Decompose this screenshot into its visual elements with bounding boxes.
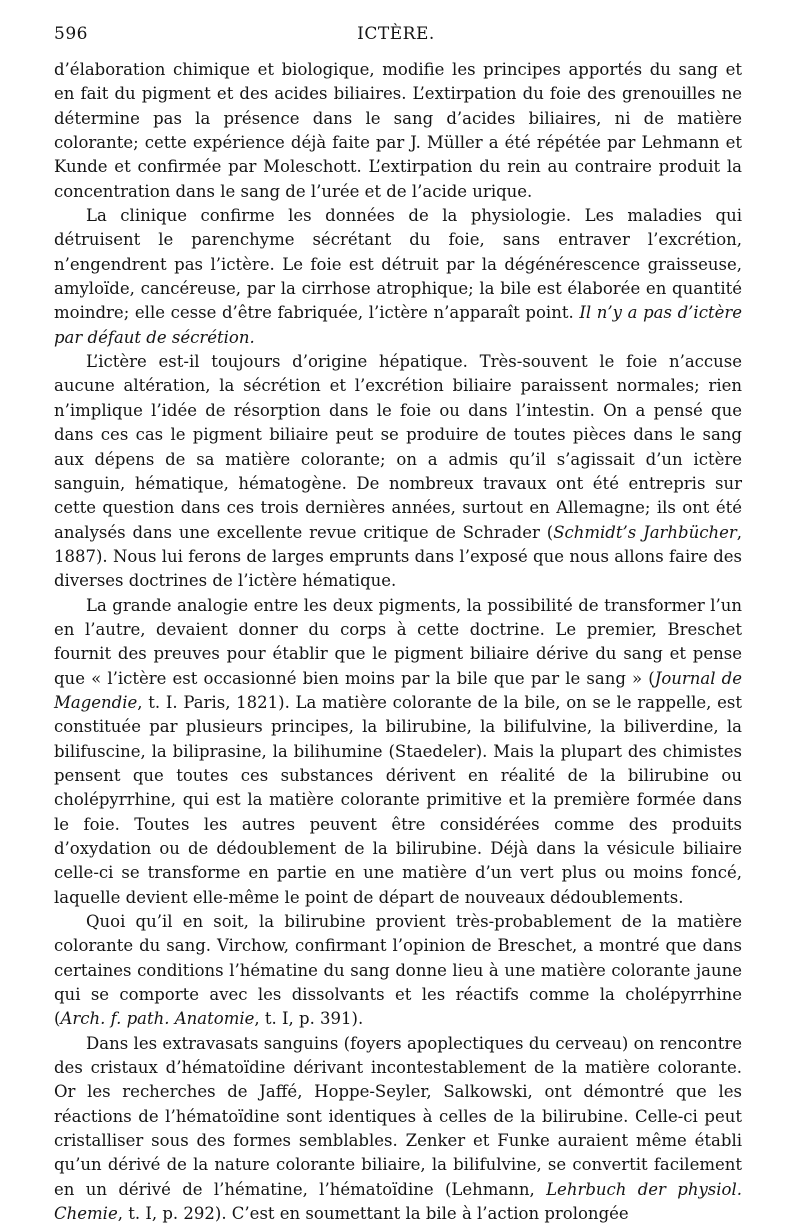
- paragraph-6-citation: Lehrbuch der physiol. Chemie: [54, 1179, 742, 1224]
- paragraph-6-text-b: , t. I, p. 292). C’est en soumettant la bile à l’action prolongée: [117, 1204, 629, 1224]
- paragraph-5-text-a: Quoi qu’il en soit, la bilirubine provient très-probablement de la matière colorante du sang. Virchow, confirmant l’opinion de Breschet, a montré que dans certaines conditions l’hématine du sang donne lieu à une matière colorante jaune qui se comporte avec les dissolvants et les réactifs comme la cholépyrrhine (: [54, 912, 742, 1029]
- paragraph-4-text-b: , t. I. Paris, 1821). La matière colorante de la bile, on se le rappelle, est constituée par plusieurs principes, la bilirubine, la bilifulvine, la biliverdine, la bilifuscine, la biliprasine, la bilihumine (Staedeler). Mais la plupart des chimistes pensent que toutes ces substances dérivent en réalité de la bilirubine ou cholépyrrhine, qui est la matière colorante primitive et la première formée dans le foie. Toutes les autres peuvent être considérées comme des produits d’oxydation ou de dédoublement de la bilirubine. Déjà dans la vésicule biliaire celle-ci se transforme en partie en une matière d’un vert plus ou moins foncé, laquelle devient elle-même le point de départ de nouveaux dédoublements.: [54, 692, 742, 907]
- paragraph-2-text: La clinique confirme les données de la physiologie. Les maladies qui détruisent le parenchyme sécrétant du foie, sans entraver l’excrétion, n’engendrent pas l’ictère. Le foie est détruit par la dégénérescence graisseuse, amyloïde, cancéreuse, par la cirrhose atrophique; la bile est élaborée en quantité moindre; elle cesse d’être fabriquée, l’ictère n’apparaît point.: [54, 206, 742, 323]
- running-title: ICTÈRE.: [357, 24, 435, 44]
- page-number: 596: [54, 24, 88, 44]
- paragraph-6-text-a: Dans les extravasats sanguins (foyers apoplectiques du cerveau) on rencontre des cristaux d’hématoïdine dérivant incontestablement de la matière colorante. Or les recherches de Jaffé, Hoppe-Seyler, Salkowski, ont démontré que les réactions de l’hématoïdine sont identiques à celles de la bilirubine. Celle-ci peut cristalliser sous des formes semblables. Zenker et Funke auraient même établi qu’un dérivé de la nature colorante biliaire, la bilifulvine, se convertit facilement en un dérivé de l’hématine, l’hématoïdine (Lehmann,: [54, 1033, 742, 1199]
- paragraph-1-text: d’élaboration chimique et biologique, modifie les principes apportés du sang et en fait du pigment et des acides biliaires. L’extirpation du foie des grenouilles ne détermine pas la présence dans le sang d’acides biliaires, ni de matière colorante; cette expérience déjà faite par J. Müller a été répétée par Lehmann et Kunde et confirmée par Moleschott. L’extirpation du rein au contraire produit la concentration dans le sang de l’urée et de l’acide urique.: [54, 60, 742, 201]
- paragraph-3-text-b: , 1887). Nous lui ferons de larges emprunts dans l’exposé que nous allons faire des diverses doctrines de l’ictère hématique.: [54, 522, 743, 591]
- paragraph-4-text-a: La grande analogie entre les deux pigments, la possibilité de transformer l’un en l’autre, devaient donner du corps à cette doctrine. Le premier, Breschet fournit des preuves pour établir que le pigment biliaire dérive du sang et pense que « l’ictère est occasionné bien moins par la bile que par le sang » (: [54, 595, 742, 688]
- paragraph-3-text-a: L’ictère est-il toujours d’origine hépatique. Très-souvent le foie n’accuse aucune altération, la sécrétion et l’excrétion biliaire paraissent normales; rien n’implique l’idée de résorption dans le foie ou dans l’intestin. On a pensé que dans ces cas le pigment biliaire peut se produire de toutes pièces dans le sang aux dépens de sa matière colorante; on a admis qu’il s’agissait d’un ictère sanguin, hématique, hématogène. De nombreux travaux ont été entrepris sur cette question dans ces trois dernières années, surtout en Allemagne; ils ont été analysés dans une excellente revue critique de Schrader (: [54, 352, 742, 542]
- paragraph-1: [54, 58, 742, 204]
- paragraph-5-text-b: , t. I, p. 391).: [254, 1009, 364, 1029]
- paragraph-3: [54, 350, 742, 593]
- paragraph-5-citation: Arch. f. path. Anatomie: [60, 1009, 255, 1029]
- running-header: [54, 24, 742, 58]
- body-text: [54, 58, 742, 1227]
- paragraph-2-italic: Il n’y a pas d’ictère par défaut de sécrétion.: [54, 303, 742, 347]
- paragraph-4: [54, 594, 742, 910]
- paragraph-3-citation: Schmidt’s Jarhbücher: [553, 522, 737, 542]
- paragraph-5: [54, 910, 742, 1032]
- paragraph-6: [54, 1032, 742, 1227]
- paragraph-4-citation: Journal de Magendie: [54, 668, 742, 712]
- paragraph-2: [54, 204, 742, 350]
